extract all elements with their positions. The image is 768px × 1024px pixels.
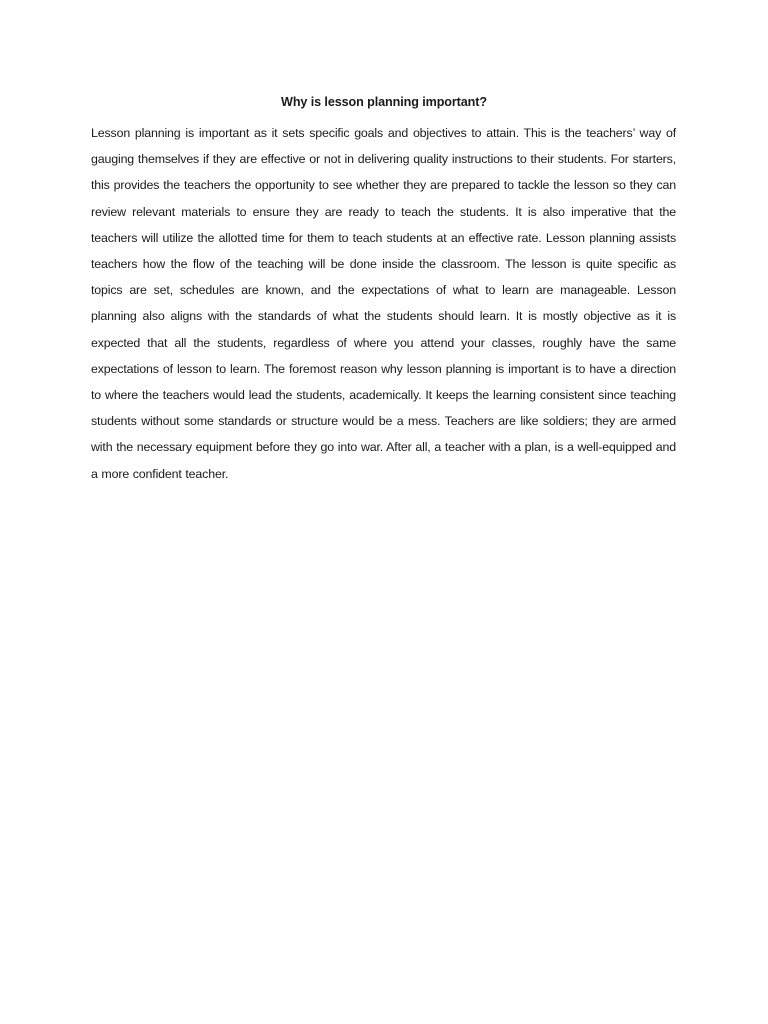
document-title: Why is lesson planning important? <box>281 95 487 109</box>
document-body-paragraph: Lesson planning is important as it sets specific goals and objectives to attain. This is the teachers’ way of gauging themselves if they are effective or not in delivering quality instructions to their students. For starters, this provides the teachers the opportunity to see whether they are prepared to tackle the lesson so they can review relevant materials to ensure they are ready to teach the students. It is also imperative that the teachers will utilize the allotted time for them to teach students at an effective rate. Lesson planning assists teachers how the flow of the teaching will be done inside the classroom. The lesson is quite specific as topics are set, schedules are known, and the expectations of what to learn are manageable. Lesson planning also aligns with the standards of what the students should learn. It is mostly objective as it is expected that all the students, regardless of where you attend your classes, roughly have the same expectations of lesson to learn. The foremost reason why lesson planning is important is to have a direction to where the teachers would lead the students, academically. It keeps the learning consistent since teaching students without some standards or structure would be a mess. Teachers are like soldiers; they are armed with the necessary equipment before they go into war. After all, a teacher with a plan, is a well-equipped and a more confident teacher. <box>91 126 676 481</box>
